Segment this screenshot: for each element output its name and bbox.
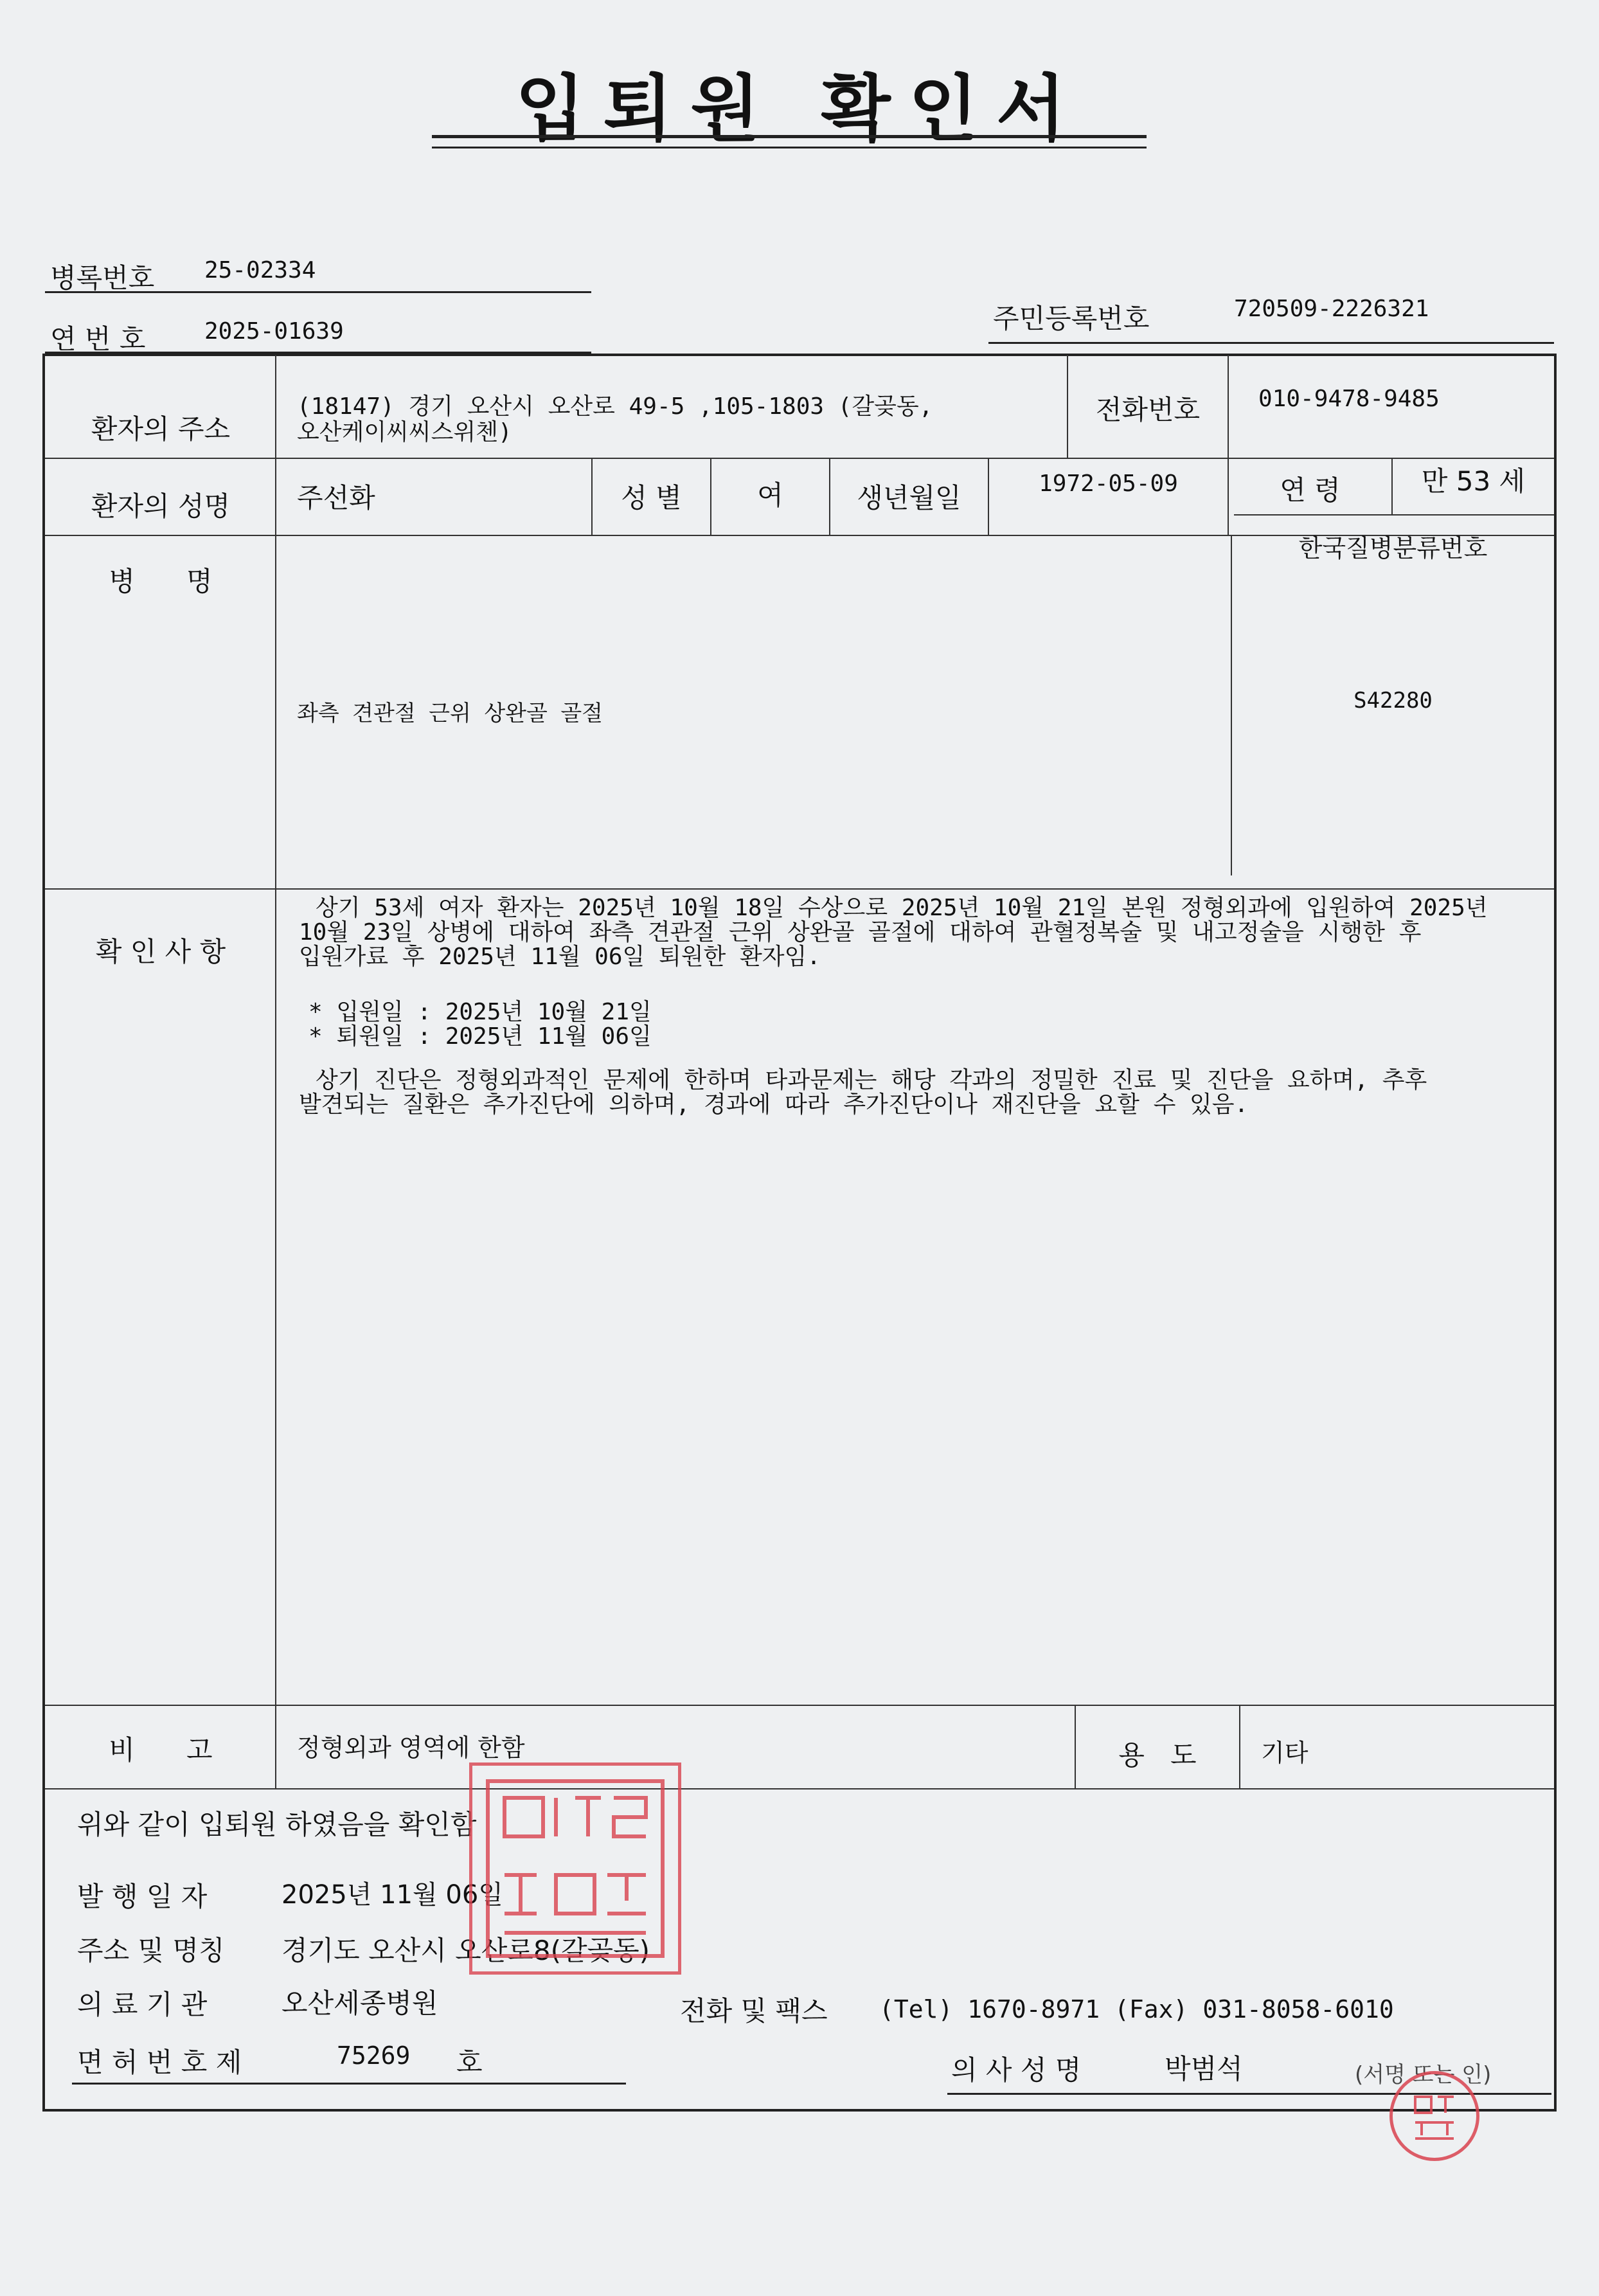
kcd-label: 한국질병분류번호 [1298, 534, 1488, 562]
phone-fax-label: 전화 및 팩스 [680, 1995, 828, 2027]
kcd-value: S42280 [1353, 688, 1433, 713]
row-divider [1234, 514, 1554, 516]
age-label: 연 령 [1280, 474, 1341, 506]
confirmation-line: 상기 53세 여자 환자는 2025년 10월 18일 수상으로 2025년 10월 21일 본원 정형외과에 입원하여 2025년 [316, 895, 1488, 921]
phone-label: 전화번호 [1095, 394, 1201, 426]
license-suffix: 호 [456, 2047, 483, 2078]
signature-note: (서명 또는 인) [1355, 2062, 1492, 2088]
license-number: 75269 [337, 2041, 411, 2070]
serial-number-value: 2025-01639 [204, 318, 344, 345]
rrn-underline [988, 342, 1554, 344]
admission-date-line: * 입원일 : 2025년 10월 21일 [308, 999, 652, 1025]
row-divider [45, 1788, 1554, 1789]
seal-pattern-icon [479, 1772, 672, 1965]
birth-value: 1972-05-09 [1039, 471, 1178, 497]
address-line-1: (18147) 경기 오산시 오산로 49-5 ,105-1803 (갈곶동, [297, 393, 933, 420]
disclaimer-line: 상기 진단은 정형외과적인 문제에 한하며 타과문제는 해당 각과의 정밀한 진료 및 진단을 요하며, 추후 [316, 1067, 1427, 1093]
form-table [42, 354, 1557, 2112]
confirmation-statement: 위와 같이 입퇴원 하였음을 확인함 [77, 1809, 477, 1840]
doctor-seal-stamp [1389, 2071, 1479, 2161]
confirmation-paragraph-2 [299, 1068, 1546, 1117]
title-underline [432, 135, 1147, 138]
disclaimer-line: 발견되는 질환은 추가진단에 의하며, 경과에 따라 추가진단이나 재진단을 요할 수 있음. [299, 1091, 1249, 1118]
confirmation-line: 10월 23일 상병에 대하여 좌측 견관절 근위 상완골 골절에 대하여 관혈정복술 및 내고정술을 시행한 후 [299, 919, 1422, 946]
sex-value: 여 [757, 480, 783, 511]
col-divider [275, 355, 276, 1788]
doctor-name: 박범석 [1165, 2053, 1243, 2085]
col-divider [1239, 1705, 1240, 1788]
institution-address-value: 경기도 오산시 오산로8(갈곶동) [281, 1935, 650, 1966]
discharge-date-line: * 퇴원일 : 2025년 11월 06일 [308, 1023, 652, 1050]
stay-dates [308, 1000, 652, 1049]
issue-date-label: 발 행 일 자 [77, 1881, 208, 1912]
purpose-label: 용 도 [1118, 1739, 1197, 1771]
institution-address-label: 주소 및 명칭 [77, 1935, 225, 1966]
serial-number-label: 연 번 호 [50, 323, 146, 355]
institution-label: 의 료 기 관 [77, 1989, 208, 2020]
row-divider [45, 1705, 1554, 1706]
title-underline-2 [432, 147, 1147, 148]
confirmation-paragraph-1 [299, 896, 1546, 969]
col-divider [1228, 355, 1229, 535]
license-label: 면 허 번 호 제 [77, 2047, 242, 2078]
confirmation-label: 확 인 사 항 [95, 936, 226, 967]
seal-pattern-icon [1396, 2077, 1473, 2155]
purpose-value: 기타 [1261, 1739, 1309, 1767]
issue-date-value: 2025년 11월 06일 [281, 1880, 503, 1910]
record-number-label: 병록번호 [50, 262, 155, 294]
license-underline [72, 2083, 626, 2085]
row-divider [45, 458, 1554, 459]
row-divider [45, 888, 1554, 890]
birth-label: 생년월일 [857, 482, 961, 514]
age-value: 만 53 세 [1421, 465, 1526, 497]
phone-fax-value: (Tel) 1670-8971 (Fax) 031-8058-6010 [879, 1995, 1394, 2023]
remarks-label: 비 고 [109, 1734, 213, 1766]
hospital-seal-stamp [469, 1762, 681, 1975]
rrn-label: 주민등록번호 [993, 303, 1150, 334]
address-label: 환자의 주소 [91, 413, 231, 445]
sex-label: 성 별 [621, 482, 682, 514]
address-line-2: 오산케이씨씨스위첸) [297, 419, 512, 445]
phone-value: 010-9478-9485 [1258, 386, 1440, 412]
confirmation-line: 입원가료 후 2025년 11월 06일 퇴원한 환자임. [299, 944, 821, 970]
document-title: 입퇴원 확인서 [515, 67, 1084, 151]
doctor-label: 의 사 성 명 [951, 2054, 1082, 2086]
record-number-underline [45, 291, 591, 293]
diagnosis-label: 병 명 [109, 566, 213, 597]
record-number-value: 25-02334 [204, 257, 316, 283]
rrn-value: 720509-2226321 [1234, 296, 1429, 322]
diagnosis-value: 좌측 견관절 근위 상완골 골절 [297, 701, 603, 726]
institution-value: 오산세종병원 [281, 1987, 438, 2019]
name-value: 주선화 [297, 482, 375, 514]
name-label: 환자의 성명 [91, 490, 231, 522]
remarks-value: 정형외과 영역에 한함 [297, 1734, 525, 1762]
